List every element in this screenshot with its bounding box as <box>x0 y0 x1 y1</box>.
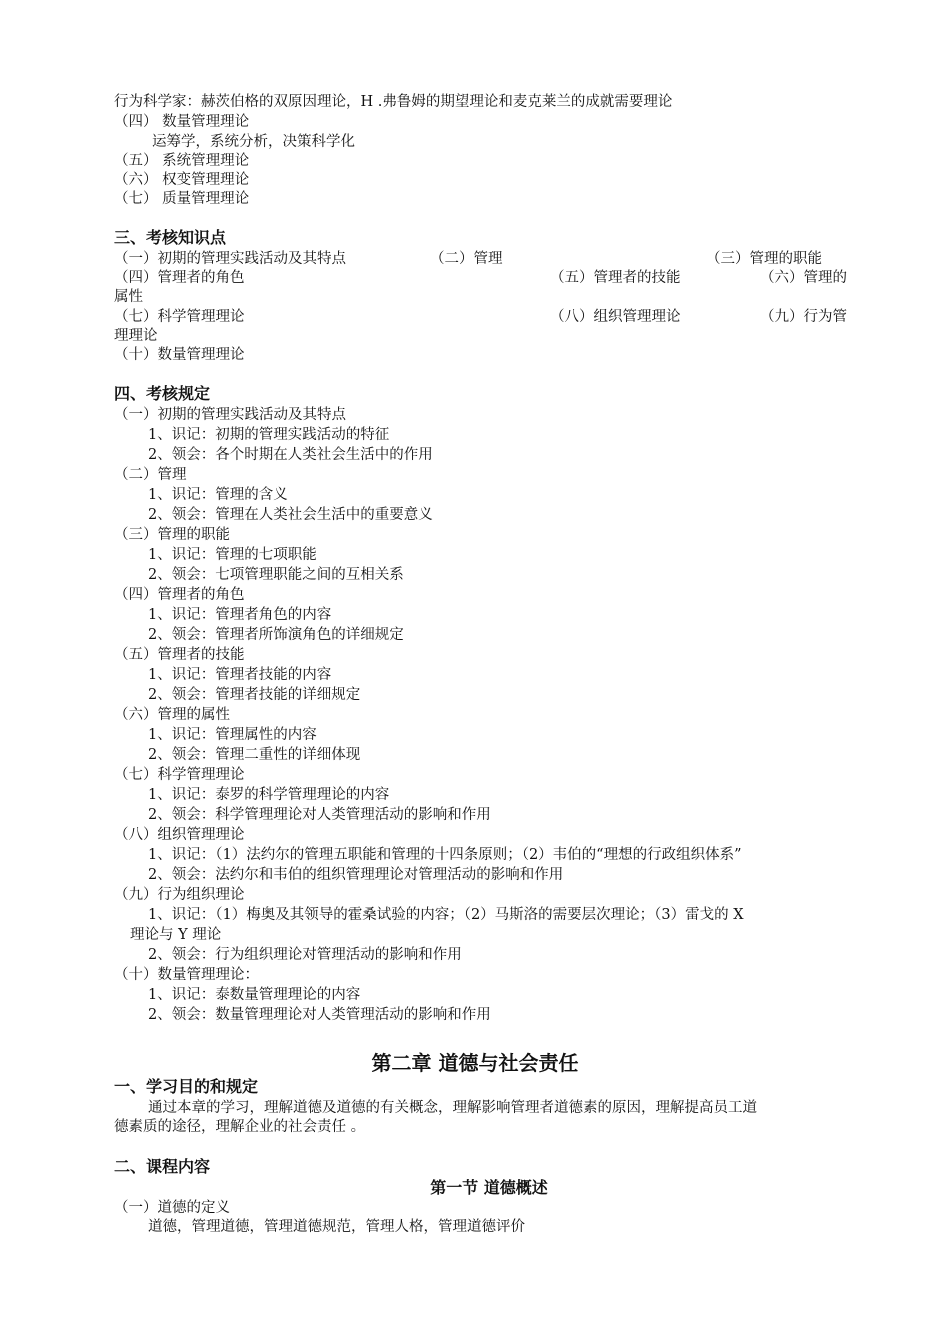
behavior-scientists-line: 行为科学家：赫茨伯格的双原因理论，H .弗鲁姆的期望理论和麦克莱兰的成就需要理论 <box>114 94 673 110</box>
goal-text: 通过本章的学习，理解道德及道德的有关概念，理解影响管理者道德素的原因，理解提高员工道 <box>148 1100 757 1116</box>
knowledge-point: （四）管理者的角色 <box>114 270 245 286</box>
rule-item: 2、领会：管理二重性的详细体现 <box>148 747 361 763</box>
rule-item-wrap: 理论与 Y 理论 <box>130 927 222 943</box>
rule-item: 1、识记：管理属性的内容 <box>148 727 317 743</box>
rule-heading: （六）管理的属性 <box>114 707 230 723</box>
section-heading: 第一节 道德概述 <box>430 1178 548 1197</box>
rule-item: 2、领会：行为组织理论对管理活动的影响和作用 <box>148 947 462 963</box>
rule-heading: （三）管理的职能 <box>114 527 230 543</box>
rule-heading: （十）数量管理理论： <box>114 967 259 983</box>
rule-item: 1、识记：（1）梅奥及其领导的霍桑试验的内容；（2）马斯洛的需要层次理论；（3）雷戈的 X <box>148 907 744 923</box>
rule-item: 2、领会：法约尔和韦伯的组织管理理论对管理活动的影响和作用 <box>148 867 564 883</box>
rule-item: 1、识记：泰数量管理理论的内容 <box>148 987 361 1003</box>
item-quantitative-theory: （四） 数量管理理论 <box>114 114 250 130</box>
rule-item: 2、领会：管理在人类社会生活中的重要意义 <box>148 507 433 523</box>
rule-item: 1、识记：管理者角色的内容 <box>148 607 332 623</box>
knowledge-point: （六）管理的 <box>760 270 847 286</box>
knowledge-point: （三）管理的职能 <box>706 251 822 267</box>
knowledge-point-wrap: 理理论 <box>114 328 158 344</box>
knowledge-point: （八）组织管理理论 <box>550 309 681 325</box>
rule-item: 1、识记：（1）法约尔的管理五职能和管理的十四条原则；（2）韦伯的“理想的行政组织体系” <box>148 847 742 863</box>
rule-heading: （二）管理 <box>114 467 187 483</box>
definition-title: （一）道德的定义 <box>114 1200 230 1216</box>
rule-item: 2、领会：管理者技能的详细规定 <box>148 687 361 703</box>
knowledge-point: （二）管理 <box>430 251 503 267</box>
item-quantitative-detail: 运筹学，系统分析，决策科学化 <box>152 134 355 150</box>
section4-title: 四、考核规定 <box>114 384 211 403</box>
rule-heading: （九）行为组织理论 <box>114 887 245 903</box>
rule-heading: （五）管理者的技能 <box>114 647 245 663</box>
chapter-title: 第二章 道德与社会责任 <box>371 1051 579 1075</box>
item-quality-theory: （七） 质量管理理论 <box>114 191 250 207</box>
rule-item: 2、领会：数量管理理论对人类管理活动的影响和作用 <box>148 1007 491 1023</box>
rule-item: 1、识记：泰罗的科学管理理论的内容 <box>148 787 390 803</box>
rule-heading: （八）组织管理理论 <box>114 827 245 843</box>
knowledge-point: （十）数量管理理论 <box>114 347 245 363</box>
rule-item: 1、识记：初期的管理实践活动的特征 <box>148 427 390 443</box>
rule-heading: （七）科学管理理论 <box>114 767 245 783</box>
goal-text-cont: 德素质的途径，理解企业的社会责任 。 <box>114 1119 366 1135</box>
rule-item: 1、识记：管理者技能的内容 <box>148 667 332 683</box>
item-systems-theory: （五） 系统管理理论 <box>114 153 250 169</box>
section3-title: 三、考核知识点 <box>114 228 227 247</box>
goal-title: 一、学习目的和规定 <box>114 1077 259 1096</box>
knowledge-point-wrap: 属性 <box>114 289 143 305</box>
knowledge-point: （七）科学管理理论 <box>114 309 245 325</box>
rule-heading: （四）管理者的角色 <box>114 587 245 603</box>
rule-heading: （一）初期的管理实践活动及其特点 <box>114 407 346 423</box>
rule-item: 2、领会：管理者所饰演角色的详细规定 <box>148 627 404 643</box>
knowledge-point: （一）初期的管理实践活动及其特点 <box>114 251 346 267</box>
rule-item: 2、领会：各个时期在人类社会生活中的作用 <box>148 447 433 463</box>
rule-item: 1、识记：管理的含义 <box>148 487 288 503</box>
knowledge-point: （九）行为管 <box>760 309 847 325</box>
definition-text: 道德，管理道德，管理道德规范，管理人格，管理道德评价 <box>148 1219 525 1235</box>
rule-item: 1、识记：管理的七项职能 <box>148 547 317 563</box>
knowledge-point: （五）管理者的技能 <box>550 270 681 286</box>
rule-item: 2、领会：科学管理理论对人类管理活动的影响和作用 <box>148 807 491 823</box>
content-title: 二、课程内容 <box>114 1157 211 1176</box>
rule-item: 2、领会：七项管理职能之间的互相关系 <box>148 567 404 583</box>
item-contingency-theory: （六） 权变管理理论 <box>114 172 250 188</box>
